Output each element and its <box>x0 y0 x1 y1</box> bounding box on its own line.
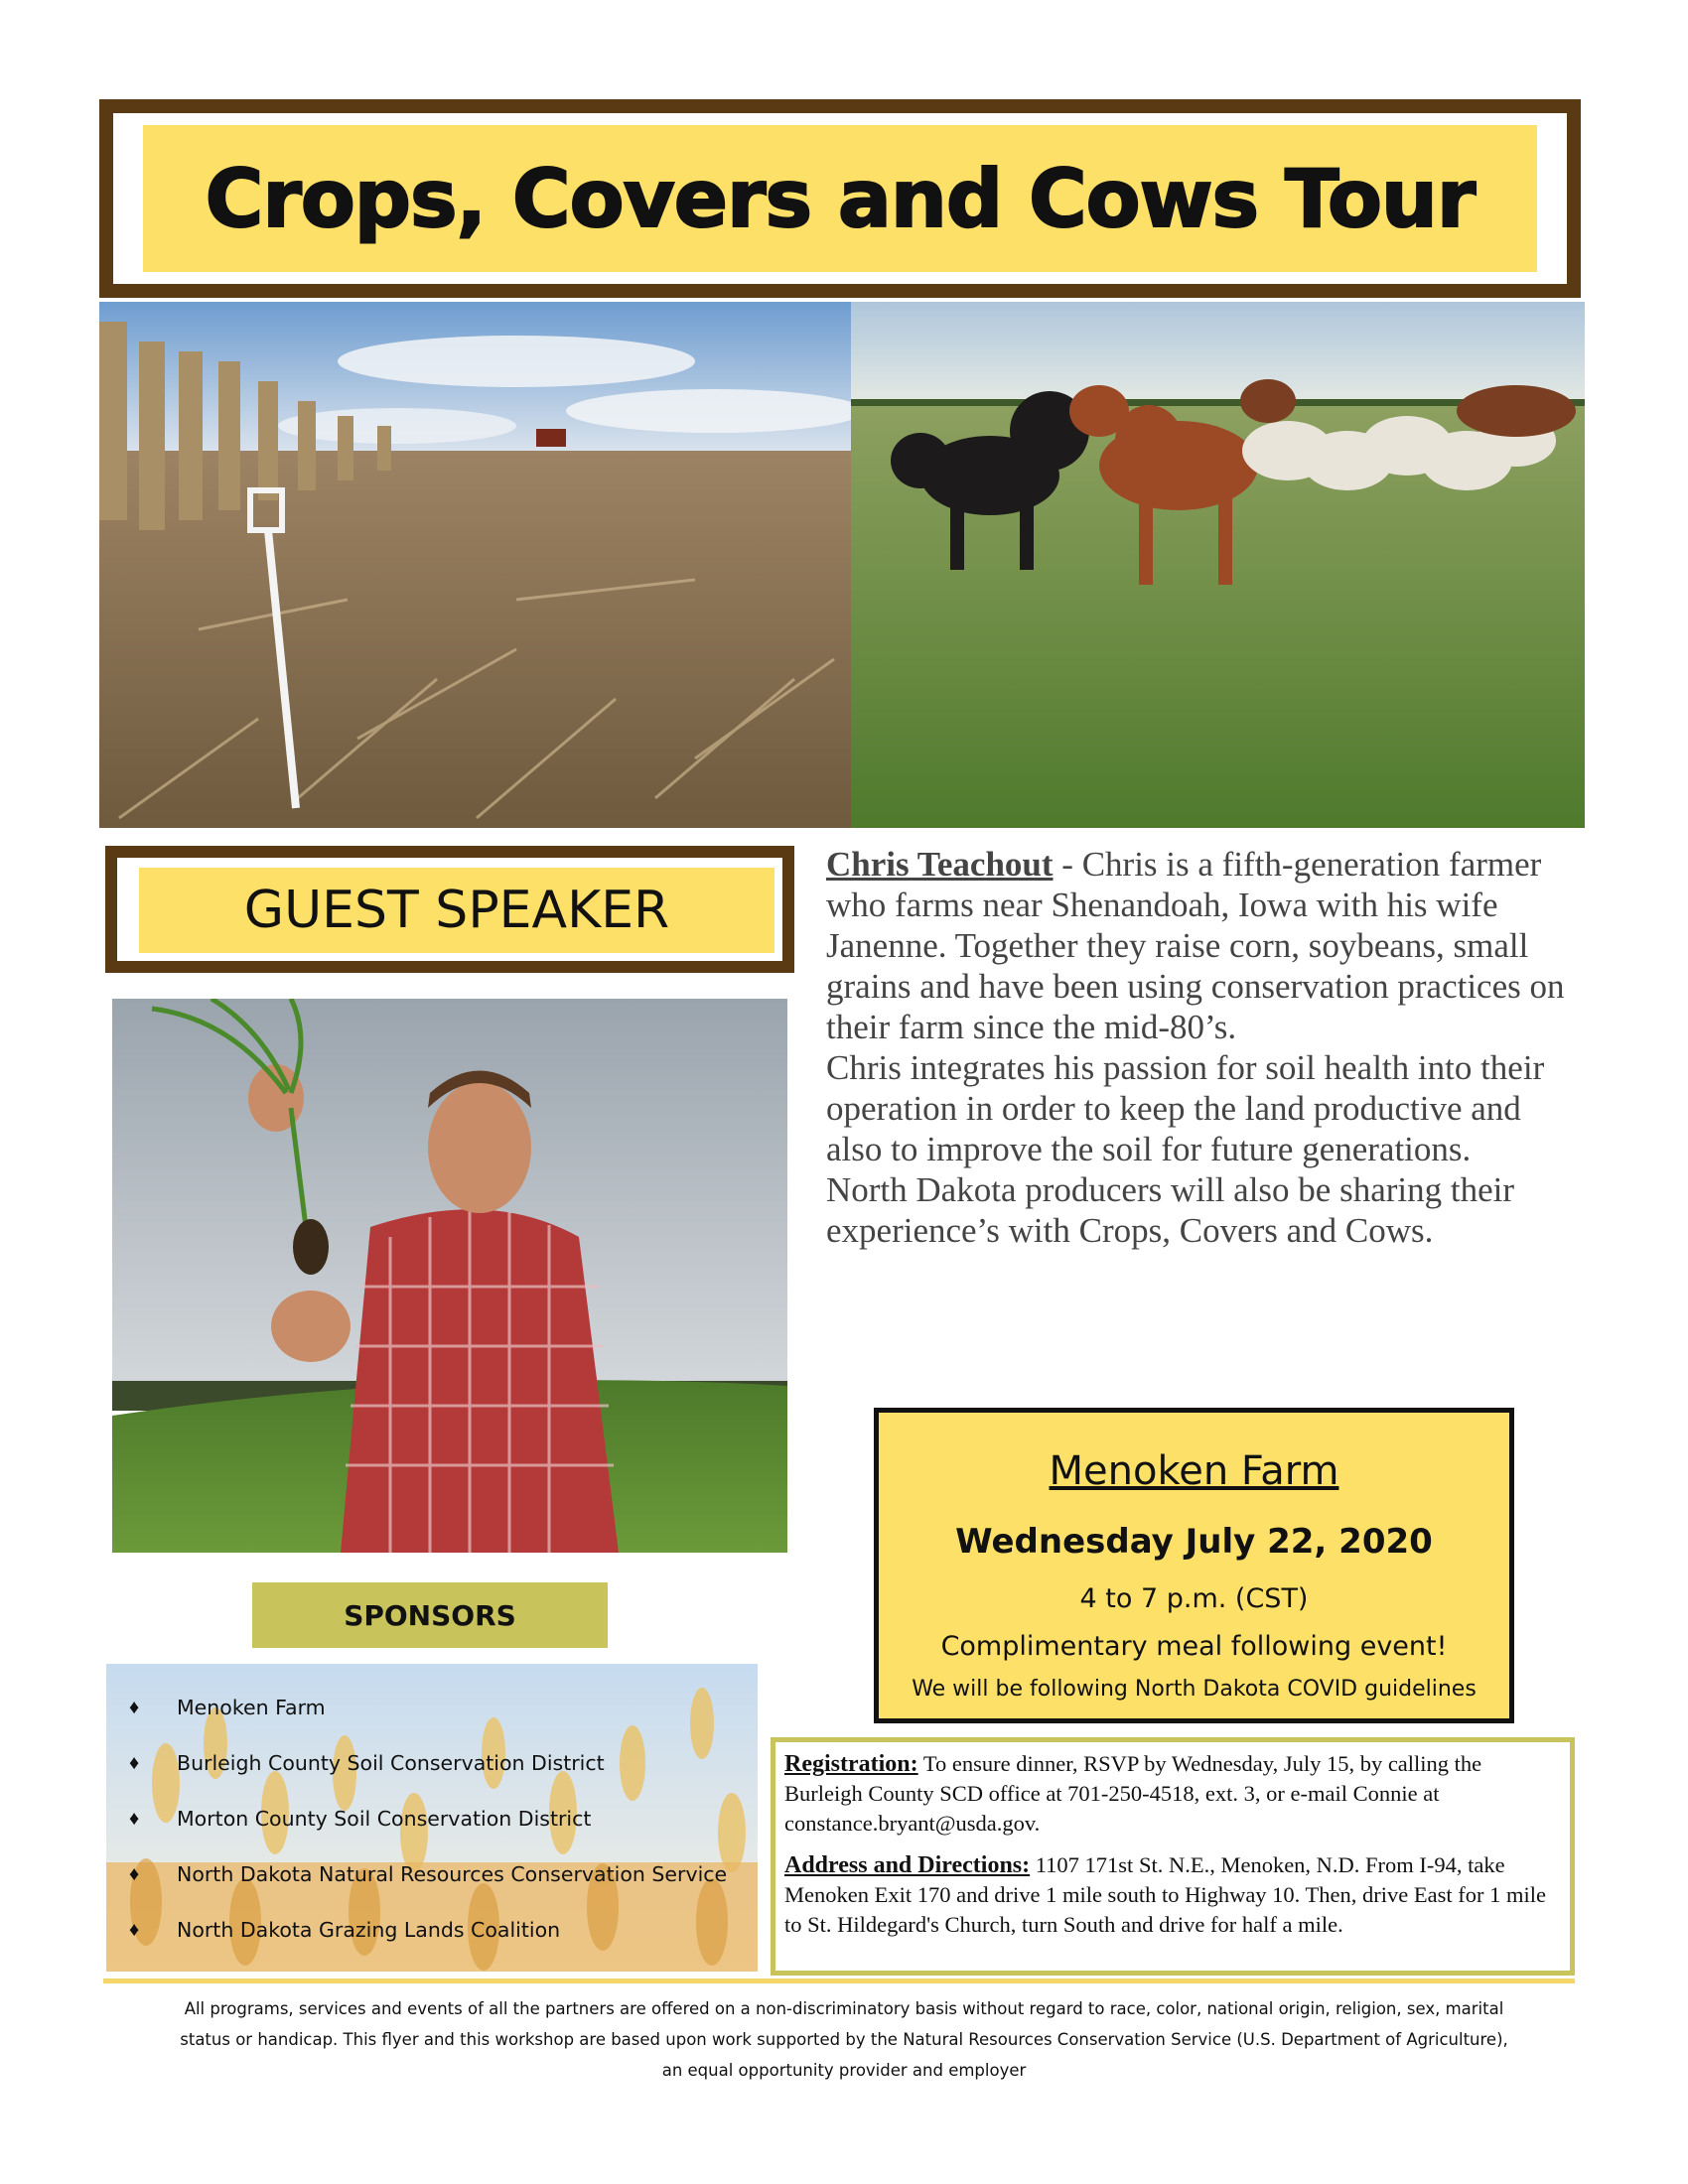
diamond-bullet-icon: ♦ <box>129 1862 140 1885</box>
diamond-bullet-icon: ♦ <box>129 1918 140 1941</box>
sponsor-name: Morton County Soil Conservation District <box>177 1807 592 1831</box>
speaker-bio <box>826 844 1581 1251</box>
address-heading: Address and Directions: <box>784 1852 1031 1878</box>
sponsor-name: Burleigh County Soil Conservation District <box>177 1751 605 1775</box>
list-item <box>129 1743 605 1783</box>
corn-field-photo <box>99 302 851 828</box>
guest-speaker-heading: GUEST SPEAKER <box>243 881 670 940</box>
speaker-name-separator: - <box>1061 845 1073 884</box>
list-item <box>129 1910 560 1950</box>
speaker-photo <box>112 999 787 1553</box>
footer-divider <box>103 1979 1575 1983</box>
speaker-bio-paragraph-1: Chris is a fifth-generation farmer who farms near Shenandoah, Iowa with his wife Janenne. Together they raise corn, soybeans, small grains and have been using conservation practices on their farm since the mid-80’s. <box>826 845 1565 1046</box>
event-location: Menoken Farm <box>1049 1448 1339 1494</box>
footer-line: status or handicap. This flyer and this workshop are based upon work supported by the Natural Resources Conservation Service (U.S. Department of Agriculture), <box>180 2030 1508 2049</box>
speaker-bio-paragraph-2: Chris integrates his passion for soil health into their operation in order to keep the land productive and also to improve the soil for future generations. <box>826 1048 1545 1168</box>
diamond-bullet-icon: ♦ <box>129 1751 140 1774</box>
sponsor-name: North Dakota Grazing Lands Coalition <box>177 1918 561 1942</box>
diamond-bullet-icon: ♦ <box>129 1807 140 1830</box>
diamond-bullet-icon: ♦ <box>129 1696 140 1718</box>
registration-text <box>784 1749 1561 1952</box>
registration-details: To ensure dinner, RSVP by Wednesday, July 15, by calling the Burleigh County SCD office at 701-250-4518, ext. 3, or e-mail Connie at constance.bryant@usda.gov. <box>784 1751 1482 1836</box>
event-meal-note: Complimentary meal following event! <box>940 1631 1448 1662</box>
footer-line: All programs, services and events of all the partners are offered on a non-discriminatory basis without regard to race, color, national origin, religion, sex, marital <box>184 1999 1504 2018</box>
registration-heading: Registration: <box>784 1751 918 1777</box>
footer-disclaimer <box>99 1993 1589 2086</box>
list-item <box>129 1799 591 1839</box>
address-details: 1107 171st St. N.E., Menoken, N.D. From I-94, take Menoken Exit 170 and drive 1 mile south to Highway 10. Then, drive East for 1 mile to St. Hildegard's Church, turn South and drive for half a mile. <box>784 1852 1546 1937</box>
footer-line: an equal opportunity provider and employer <box>661 2061 1027 2080</box>
page-title: Crops, Covers and Cows Tour <box>205 152 1476 245</box>
sponsors-heading: SPONSORS <box>252 1582 608 1648</box>
list-item <box>129 1854 727 1894</box>
speaker-bio-paragraph-3: North Dakota producers will also be sharing their experience’s with Crops, Covers and Cows. <box>826 1170 1515 1250</box>
list-item <box>129 1688 326 1727</box>
title-banner <box>143 125 1537 272</box>
event-details-box <box>874 1408 1514 1723</box>
speaker-name: Chris Teachout <box>826 845 1054 884</box>
event-date: Wednesday July 22, 2020 <box>955 1522 1433 1562</box>
guest-speaker-banner <box>139 868 774 953</box>
event-covid-note: We will be following North Dakota COVID guidelines <box>912 1677 1477 1702</box>
event-time: 4 to 7 p.m. (CST) <box>1079 1583 1309 1614</box>
sponsor-name: North Dakota Natural Resources Conservation Service <box>177 1862 728 1886</box>
cattle-photo <box>851 302 1585 828</box>
sponsor-name: Menoken Farm <box>177 1696 326 1719</box>
